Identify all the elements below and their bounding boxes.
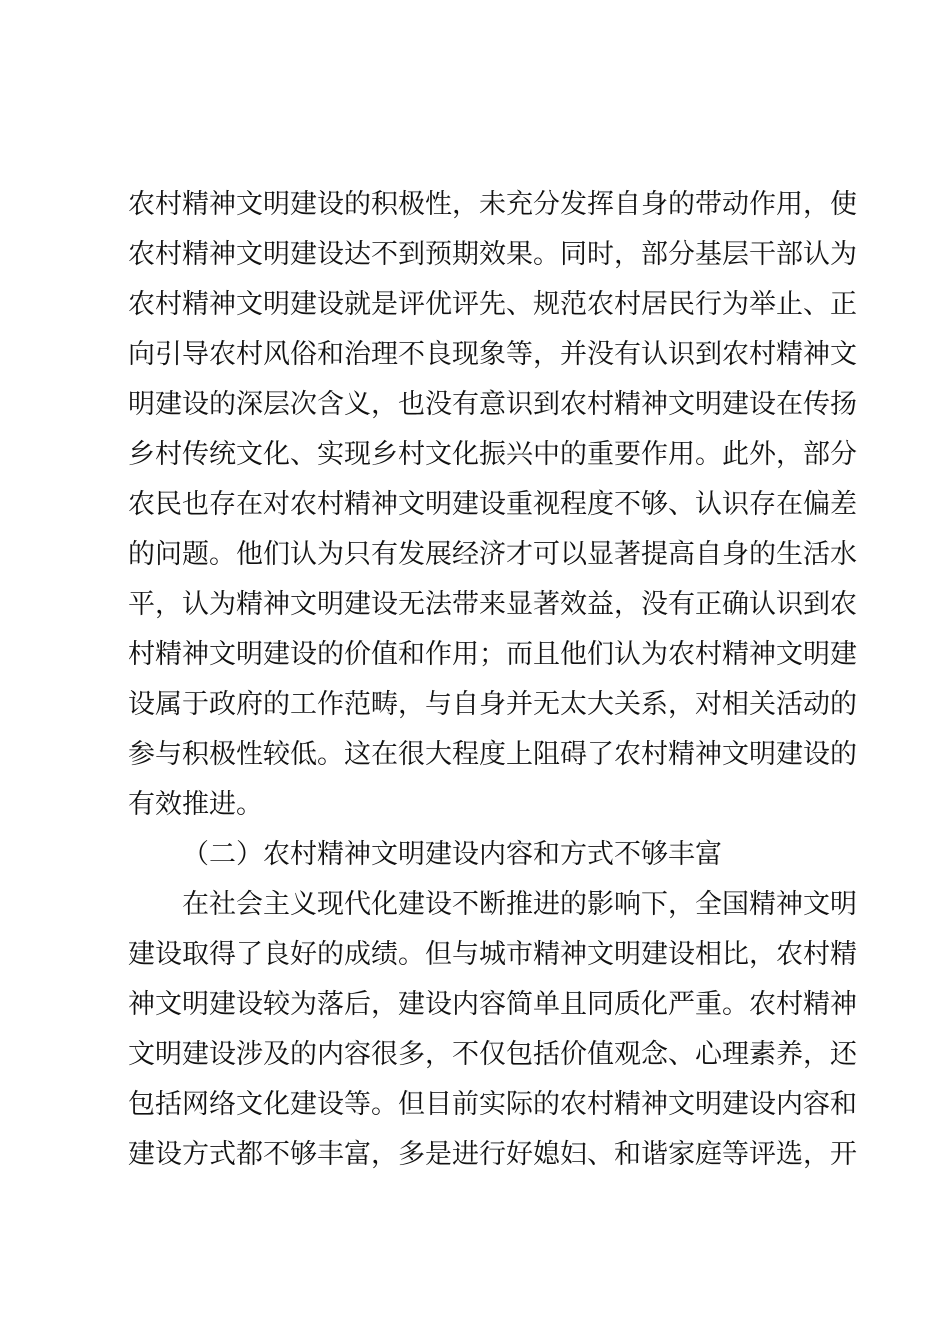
section-heading: （二）农村精神文明建设内容和方式不够丰富	[182, 839, 722, 870]
text-line: 建设方式都不够丰富，多是进行好媳妇、和谐家庭等评选，开	[128, 1139, 857, 1170]
text-line: 建设取得了良好的成绩。但与城市精神文明建设相比，农村精	[128, 939, 857, 970]
text-line: 明建设的深层次含义，也没有意识到农村精神文明建设在传扬	[128, 389, 857, 420]
text-line: 平，认为精神文明建设无法带来显著效益，没有正确认识到农	[128, 589, 857, 620]
text-line: 包括网络文化建设等。但目前实际的农村精神文明建设内容和	[128, 1089, 857, 1120]
text-line: 农民也存在对农村精神文明建设重视程度不够、认识存在偏差	[128, 489, 857, 520]
text-line: 农村精神文明建设就是评优评先、规范农村居民行为举止、正	[128, 289, 857, 320]
text-line: 文明建设涉及的内容很多，不仅包括价值观念、心理素养，还	[128, 1039, 857, 1070]
document-body	[128, 180, 857, 1180]
text-line: 在社会主义现代化建设不断推进的影响下，全国精神文明	[182, 889, 857, 920]
paragraph	[128, 880, 857, 1180]
text-line: 设属于政府的工作范畴，与自身并无太大关系，对相关活动的	[128, 689, 857, 720]
text-line: 的问题。他们认为只有发展经济才可以显著提高自身的生活水	[128, 539, 857, 570]
text-line: 有效推进。	[128, 789, 263, 820]
paragraph-continued	[128, 180, 857, 830]
text-line: 向引导农村风俗和治理不良现象等，并没有认识到农村精神文	[128, 339, 857, 370]
text-line: 乡村传统文化、实现乡村文化振兴中的重要作用。此外，部分	[128, 439, 857, 470]
text-line: 神文明建设较为落后，建设内容简单且同质化严重。农村精神	[128, 989, 857, 1020]
text-line: 村精神文明建设的价值和作用；而且他们认为农村精神文明建	[128, 639, 857, 670]
text-line: 参与积极性较低。这在很大程度上阻碍了农村精神文明建设的	[128, 739, 857, 770]
text-line: 农村精神文明建设的积极性，未充分发挥自身的带动作用，使	[128, 189, 857, 220]
text-line: 农村精神文明建设达不到预期效果。同时，部分基层干部认为	[128, 239, 857, 270]
